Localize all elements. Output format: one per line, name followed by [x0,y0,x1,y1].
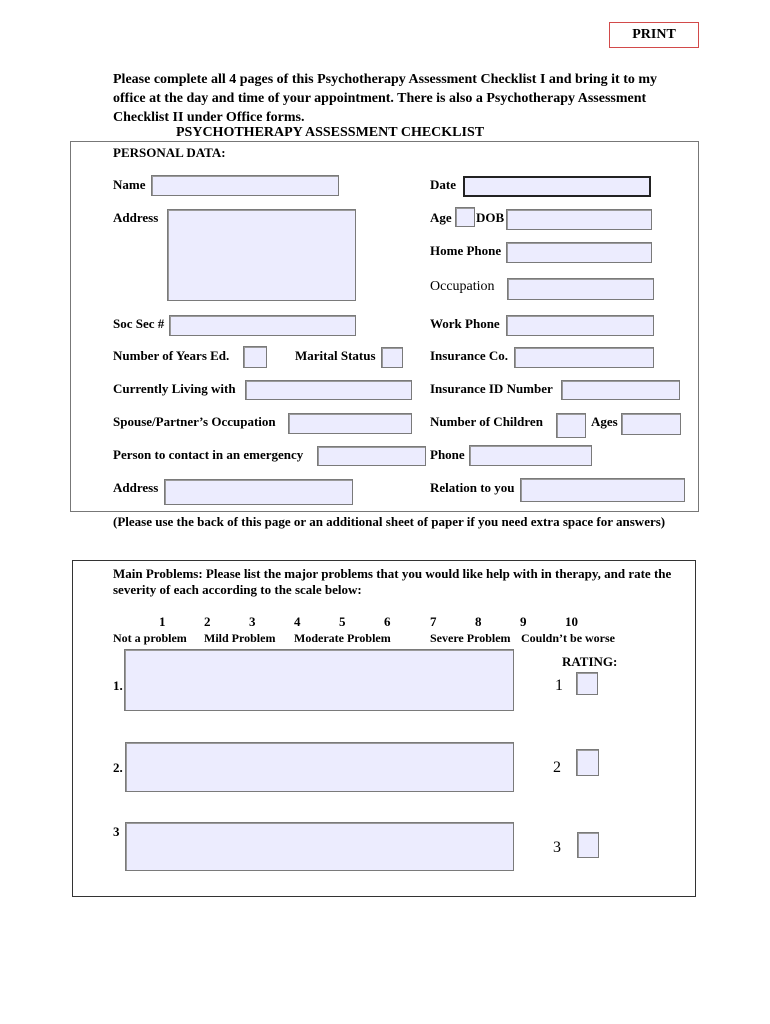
scale-label: Couldn’t be worse [521,631,616,645]
scale-number: 9 [520,614,527,629]
dob-field[interactable] [506,209,652,230]
scale-number: 4 [294,614,301,629]
relation-label: Relation to you [430,480,515,495]
dob-label: DOB [476,210,505,225]
scale-label: Moderate Problem [294,631,391,645]
occupation-field[interactable] [507,278,654,300]
scale-label: Not a problem [113,631,187,645]
name-label: Name [113,177,146,192]
personal-data-heading: PERSONAL DATA: [113,145,226,160]
rating-number: 3 [553,839,561,856]
occupation-label: Occupation [430,279,495,294]
rating-number: 2 [553,759,561,776]
home-phone-label: Home Phone [430,243,502,258]
problem-number: 3 [113,824,120,839]
problem-1-field[interactable] [124,649,514,711]
ages-field[interactable] [621,413,681,435]
marital-status-field[interactable] [381,347,403,368]
rating-number: 1 [555,677,563,694]
ages-label: Ages [591,414,618,429]
insurance-id-field[interactable] [561,380,680,400]
scale-label: Severe Problem [430,631,511,645]
emergency-address-field[interactable] [164,479,353,505]
work-phone-label: Work Phone [430,316,500,331]
phone-field[interactable] [469,445,592,466]
scale-number: 6 [384,614,391,629]
age-field[interactable] [455,207,475,227]
address-field[interactable] [167,209,356,301]
spouse-occupation-field[interactable] [288,413,412,434]
emergency-contact-field[interactable] [317,446,426,466]
emergency-address-label: Address [113,480,159,495]
rating-1-field[interactable] [576,672,598,695]
emergency-contact-label: Person to contact in an emergency [113,447,304,462]
problem-3-field[interactable] [125,822,514,871]
phone-label: Phone [430,447,465,462]
insurance-co-field[interactable] [514,347,654,368]
living-with-label: Currently Living with [113,381,236,396]
marital-status-label: Marital Status [295,348,376,363]
address-label: Address [113,210,159,225]
date-label: Date [430,177,456,192]
page-title: PSYCHOTHERAPY ASSESSMENT CHECKLIST [176,125,485,140]
main-problems-intro: Main Problems: Please list the major problems that you would like help with in therapy, and rate the severity of each according to the scale below: [113,566,672,597]
insurance-co-label: Insurance Co. [430,348,509,363]
rating-label: RATING: [562,654,618,669]
insurance-id-label: Insurance ID Number [430,381,553,396]
soc-sec-label: Soc Sec # [113,316,165,331]
scale-number: 1 [159,614,166,629]
name-field[interactable] [151,175,339,196]
years-ed-label: Number of Years Ed. [113,348,230,363]
scale-number: 10 [565,614,578,629]
number-of-children-field[interactable] [556,413,586,438]
problem-2-field[interactable] [125,742,514,792]
years-ed-field[interactable] [243,346,267,368]
rating-2-field[interactable] [576,749,599,776]
scale-number: 2 [204,614,211,629]
rating-3-field[interactable] [577,832,599,858]
relation-field[interactable] [520,478,685,502]
age-label: Age [430,210,452,225]
work-phone-field[interactable] [506,315,654,336]
spouse-occupation-label: Spouse/Partner’s Occupation [113,414,276,429]
scale-number: 8 [475,614,482,629]
intro-text: Please complete all 4 pages of this Psychotherapy Assessment Checklist I and bring it to my office at the day and time of your appointment. There is also a Psychotherapy Assessment Checklist II under Office forms. [113,72,658,125]
extra-space-note: (Please use the back of this page or an additional sheet of paper if you need extra space for answers) [113,514,666,529]
home-phone-field[interactable] [506,242,652,263]
scale-label: Mild Problem [204,631,276,645]
living-with-field[interactable] [245,380,412,400]
scale-number: 7 [430,614,437,629]
number-of-children-label: Number of Children [430,414,543,429]
scale-number: 5 [339,614,346,629]
print-button[interactable]: PRINT [609,22,699,48]
soc-sec-field[interactable] [169,315,356,336]
problem-number: 2. [113,760,123,775]
problem-number: 1. [113,678,123,693]
date-field[interactable] [463,176,651,197]
scale-number: 3 [249,614,256,629]
